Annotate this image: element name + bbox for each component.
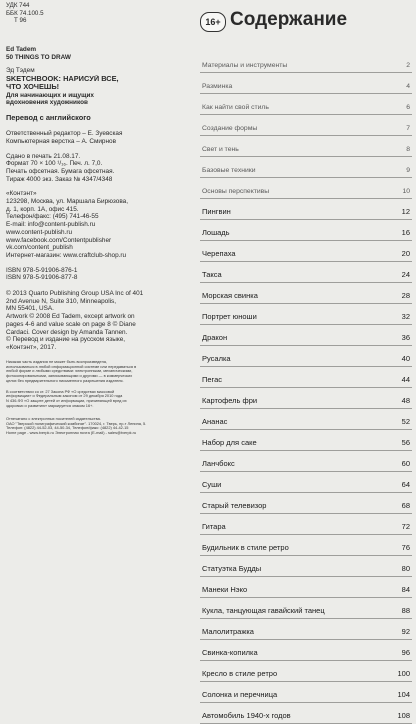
toc-entry-title: Статуэтка Будды	[202, 564, 262, 573]
toc-entry	[200, 430, 412, 451]
toc-entry	[200, 367, 412, 388]
toc-entry	[200, 409, 412, 430]
toc-entry-title: Картофель фри	[202, 396, 258, 405]
copyright-line: © Перевод и издание на русском языке,	[6, 336, 126, 344]
toc-entry	[200, 73, 412, 94]
printer-line: Телефон: (4822) 44-52-03, 44-50-34, Телефон/факс: (4822) 44-42-15	[6, 426, 129, 431]
rights-notice	[6, 360, 196, 436]
toc-entry	[200, 535, 412, 556]
author-ru: Эд Тэдем	[6, 67, 35, 75]
author-mark-line: Т 96	[14, 17, 27, 25]
toc-entry-title: Создание формы	[202, 125, 258, 132]
rights-line: любой форме и любыми средствами: электронными, механическими,	[6, 369, 133, 374]
toc-entry-title: Основы перспективы	[202, 188, 270, 195]
copyright-line: © 2013 Quarto Publishing Group USA Inc of 401	[6, 290, 144, 298]
isbn: ISBN 978-5-91906-877-8	[6, 274, 78, 282]
toc-entry-page: 52	[401, 417, 410, 426]
toc-entry-page: 24	[401, 270, 410, 279]
table-of-contents	[200, 52, 412, 724]
toc-entry-page: 36	[401, 333, 410, 342]
toc-entry	[200, 451, 412, 472]
toc-entry-title: Как найти свой стиль	[202, 104, 269, 111]
subtitle-2: вдохновения художников	[6, 99, 88, 107]
contents-title: Содержание	[230, 9, 348, 30]
toc-entry-title: Материалы и инструменты	[202, 62, 288, 69]
toc-entry-title: Старый телевизор	[202, 501, 267, 510]
toc-entry-page: 56	[401, 438, 410, 447]
publisher-info: 123298, Москва, ул. Маршала Бирюзова,	[6, 198, 128, 206]
toc-entry	[200, 136, 412, 157]
law-line: информации» и Федеральным законом от 29 декабря 2010 года	[6, 394, 123, 399]
publisher-info: Интернет-магазин: www.craftclub-shop.ru	[6, 251, 127, 259]
toc-entry-title: Будильник в стиле ретро	[202, 543, 289, 552]
toc-entry	[200, 325, 412, 346]
publisher-info: www.content-publish.ru	[6, 228, 73, 236]
toc-entry	[200, 577, 412, 598]
rights-line: Никакая часть издания не может быть воспроизведена,	[6, 359, 107, 364]
toc-entry	[200, 52, 412, 73]
toc-entry	[200, 199, 412, 220]
toc-entry-page: 40	[401, 354, 410, 363]
toc-entry-title: Черепаха	[202, 249, 236, 258]
title-en: 50 THINGS TO DRAW	[6, 53, 71, 61]
toc-entry-page: 100	[397, 669, 410, 678]
copyright-line: «Контэнт», 2017.	[6, 344, 57, 351]
imprint-block	[6, 46, 196, 436]
toc-entry-page: 104	[397, 690, 410, 699]
udk-line: УДК 744	[6, 2, 30, 9]
isbn: ISBN 978-5-91906-876-1	[6, 266, 78, 274]
toc-entry-page: 108	[397, 711, 410, 720]
print-info: Формат 70 × 100 ¹/₁₆. Печ. л. 7,0.	[6, 160, 103, 168]
law-line: N 436-ФЗ «О защите детей от информации, причиняющей вред их	[6, 399, 127, 404]
publisher-info: Телефон/факс: (495) 741-46-55	[6, 213, 99, 221]
toc-entry	[200, 472, 412, 493]
title-ru-1: SKETCHBOOK: НАРИСУЙ ВСЕ,	[6, 75, 119, 84]
toc-entry	[200, 241, 412, 262]
toc-entry-page: 64	[401, 480, 410, 489]
print-info: Печать офсетная. Бумага офсетная.	[6, 167, 115, 175]
toc-entry-title: Свет и тень	[202, 146, 239, 153]
toc-entry-title: Морская свинка	[202, 291, 258, 300]
copyright-line: MN 55401, USA.	[6, 305, 54, 313]
toc-entry-title: Дракон	[202, 333, 228, 342]
toc-entry-page: 88	[401, 606, 410, 615]
toc-entry-title: Ананас	[202, 417, 228, 426]
subtitle-1: Для начинающих и ищущих	[6, 91, 94, 99]
toc-entry	[200, 178, 412, 199]
bbk-line: ББК 74.100.5	[6, 9, 44, 17]
toc-entry-page: 84	[401, 585, 410, 594]
rights-line: фотокопировальными, записывающими и другими — в коммерческих	[6, 374, 133, 379]
toc-entry	[200, 220, 412, 241]
toc-entry	[200, 388, 412, 409]
toc-entry-page: 68	[401, 501, 410, 510]
toc-entry-page: 9	[406, 167, 410, 174]
toc-entry-title: Кукла, танцующая гавайский танец	[202, 606, 325, 615]
publisher-info: «Контэнт»	[6, 190, 37, 198]
toc-entry	[200, 556, 412, 577]
print-info: Тираж 4000 экз. Заказ № 4347/4348	[6, 175, 113, 183]
toc-entry-title: Свинка-копилка	[202, 648, 258, 657]
publisher-info: www.facebook.com/Contentpublisher	[6, 236, 112, 244]
toc-entry-page: 44	[401, 375, 410, 384]
printer-line: Home page - www.tverpk.ru Электронная почта (E-mail) - sales@tverpk.ru	[6, 431, 137, 436]
toc-entry-title: Солонка и перечница	[202, 690, 278, 699]
toc-entry-title: Портрет юноши	[202, 312, 257, 321]
title-ru-2: ЧТО ХОЧЕШЬ!	[6, 83, 60, 92]
toc-entry-page: 60	[401, 459, 410, 468]
printer-line: Отпечатано с электронных носителей издательства.	[6, 416, 101, 421]
toc-entry-title: Пингвин	[202, 207, 231, 216]
toc-entry-title: Разминка	[202, 83, 233, 90]
toc-entry-title: Гитара	[202, 522, 226, 531]
toc-entry-page: 12	[401, 207, 410, 216]
toc-entry-page: 16	[401, 228, 410, 237]
toc-entry	[200, 283, 412, 304]
toc-entry	[200, 346, 412, 367]
toc-entry	[200, 598, 412, 619]
toc-entry-title: Ланчбокс	[202, 459, 235, 468]
toc-entry-title: Малолитражка	[202, 627, 254, 636]
copyright-line: Cardaci. Cover design by Amanda Tannen.	[6, 328, 128, 336]
toc-entry-title: Лошадь	[202, 228, 230, 237]
toc-entry-title: Суши	[202, 480, 222, 489]
toc-entry-title: Пегас	[202, 375, 223, 384]
toc-entry-page: 8	[406, 146, 410, 153]
contents-column	[200, 0, 412, 720]
toc-entry-page: 6	[406, 104, 410, 111]
toc-entry	[200, 703, 412, 724]
rights-line: целях без предварительного письменного разрешения издателя.	[6, 378, 124, 383]
copyright-line: pages 4-6 and value scale on page 8 © Diane	[6, 320, 136, 328]
toc-entry-page: 96	[401, 648, 410, 657]
toc-entry	[200, 115, 412, 136]
rights-line: использоваться в любой информационной системе или передаваться в	[6, 364, 137, 369]
toc-entry-title: Манеки Нэко	[202, 585, 248, 594]
publisher-info: E-mail: info@content-publish.ru	[6, 221, 96, 229]
age-rating-badge: 16+	[200, 12, 226, 32]
toc-entry-page: 72	[401, 522, 410, 531]
publisher-info: vk.com/content_publish	[6, 244, 73, 252]
printer-line: ОАО "Тверской полиграфический комбинат". 170024, г. Тверь, пр-т Ленина, 5.	[6, 421, 147, 426]
toc-entry-page: 7	[406, 125, 410, 132]
imprint-column	[6, 0, 194, 653]
print-info: Сдано в печать 21.08.17.	[6, 152, 81, 160]
toc-entry-page: 76	[401, 543, 410, 552]
toc-entry-title: Такса	[202, 270, 222, 279]
toc-entry-page: 48	[401, 396, 410, 405]
toc-entry-page: 32	[401, 312, 410, 321]
law-line: В соответствии со ст. 27 Закона РФ «О средствах массовой	[6, 389, 115, 394]
copyright-line: 2nd Avenue N, Suite 310, Minneapolis,	[6, 297, 117, 305]
layout-credit: Компьютерная верстка – А. Смирнов	[6, 137, 116, 145]
toc-entry	[200, 682, 412, 703]
toc-entry-page: 80	[401, 564, 410, 573]
toc-entry-title: Кресло в стиле ретро	[202, 669, 278, 678]
toc-entry	[200, 262, 412, 283]
toc-entry-page: 20	[401, 249, 410, 258]
publisher-info: д. 1, корп. 1А, офис 415.	[6, 205, 79, 213]
toc-entry	[200, 619, 412, 640]
toc-entry-page: 28	[401, 291, 410, 300]
toc-entry	[200, 304, 412, 325]
author-en: Ed Tadem	[6, 46, 37, 53]
udk-block	[6, 2, 44, 25]
toc-entry	[200, 661, 412, 682]
translation-note: Перевод с английского	[6, 113, 91, 122]
toc-entry-page: 4	[406, 83, 410, 90]
copyright-line: Artwork © 2008 Ed Tadem, except artwork on	[6, 313, 135, 321]
toc-entry-title: Автомобиль 1940-х годов	[202, 711, 291, 720]
toc-entry-page: 10	[402, 188, 410, 195]
toc-entry	[200, 94, 412, 115]
editor-credit: Ответственный редактор – Е. Зуевская	[6, 130, 123, 138]
toc-entry-title: Набор для саке	[202, 438, 257, 447]
toc-entry	[200, 157, 412, 178]
law-line: здоровью и развитию» маркируется знаком 16+.	[6, 404, 94, 409]
toc-entry-page: 2	[406, 62, 410, 69]
toc-entry-title: Базовые техники	[202, 167, 256, 174]
toc-entry-title: Русалка	[202, 354, 231, 363]
toc-entry-page: 92	[401, 627, 410, 636]
toc-entry	[200, 514, 412, 535]
toc-entry	[200, 640, 412, 661]
toc-entry	[200, 493, 412, 514]
